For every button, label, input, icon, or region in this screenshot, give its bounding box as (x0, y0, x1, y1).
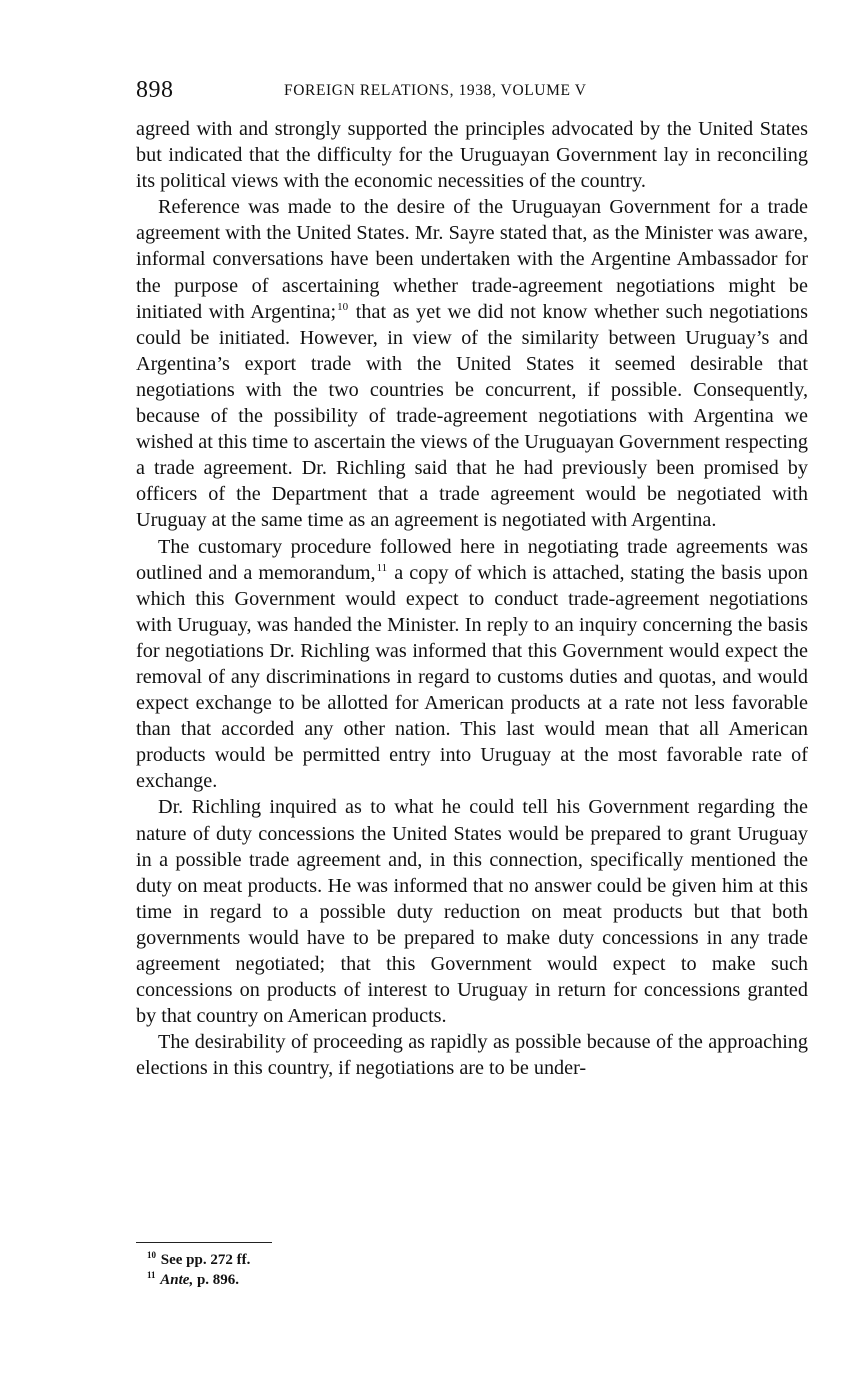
running-head: FOREIGN RELATIONS, 1938, VOLUME V (284, 82, 587, 99)
footnote-10: $^{10}$ See pp. 272 ff. (147, 1250, 251, 1268)
paragraph-desirability: The desirability of proceeding as rapidly as possible because of the approaching elections in this country, if negotiations are to be under- (136, 1031, 808, 1080)
paragraph-trade-agreement-desire: Reference was made to the desire of the Uruguayan Government for a trade agreement with the United States. Mr. Sayre stated that, as the Minister was aware, informal conversations have been undertaken with the Argentine Ambassador for the purpose of ascertaining whether trade-agreement negotiations might be initiated with Argentina;$^{10}$ that as yet we did not know whether such negotiations could be initiated. However, in view of the similarity between Uruguay’s and Argentina’s export trade with the United States it seemed desirable that negotiations with the two countries be concurrent, if possible. Consequently, because of the possibility of trade-agreement negotiations with Argentina we wished at this time to ascertain the views of the Uruguayan Government respecting a trade agreement. Dr. Richling said that he had previously been promised by officers of the Department that a trade agreement would be negotiated with Uruguay at the same time as an agreement is negotiated with Argentina. (136, 196, 808, 532)
body-text (136, 116, 808, 1081)
footnotes (146, 1250, 806, 1290)
footnote-ref-10: 10 (337, 300, 349, 313)
footnote-ref-11: 11 (376, 561, 388, 574)
paragraph-continuation: agreed with and strongly supported the principles advocated by the United States but indicated that the difficulty for the Uruguayan Government lay in reconciling its political views with the economic necessities of the country. (136, 118, 808, 193)
footnote-divider (136, 1242, 272, 1243)
footnote-11: $^{11}$ Ante, p. 896. (147, 1270, 240, 1288)
page-number: 898 (136, 77, 174, 103)
paragraph-customary-procedure: The customary procedure followed here in negotiating trade agreements was outlined and a memorandum,$^{11}$ a copy of which is attached, stating the basis upon which this Government would expect to conduct trade-agreement negotiations with Uruguay, was handed the Minister. In reply to an inquiry concerning the basis for negotiations Dr. Richling was informed that this Government would expect the removal of any discriminations in regard to customs duties and quotas, and would expect exchange to be allotted for American products at a rate not less favorable than that accorded any other nation. This last would mean that all American products would be permitted entry into Uruguay at the most favorable rate of exchange. (136, 535, 808, 793)
paragraph-duty-concessions: Dr. Richling inquired as to what he could tell his Government regarding the nature of duty concessions the United States would be prepared to grant Uruguay in a possible trade agreement and, in this connection, specifically mentioned the duty on meat products. He was informed that no answer could be given him at this time in regard to a possible duty reduction on meat products but that both governments would have to be prepared to make duty concessions in any trade agreement negotiated; that this Government would expect to make such concessions on products of interest to Uruguay in return for concessions granted by that country on American products. (136, 796, 808, 1028)
page-header (136, 72, 808, 108)
document-page (136, 72, 808, 1288)
